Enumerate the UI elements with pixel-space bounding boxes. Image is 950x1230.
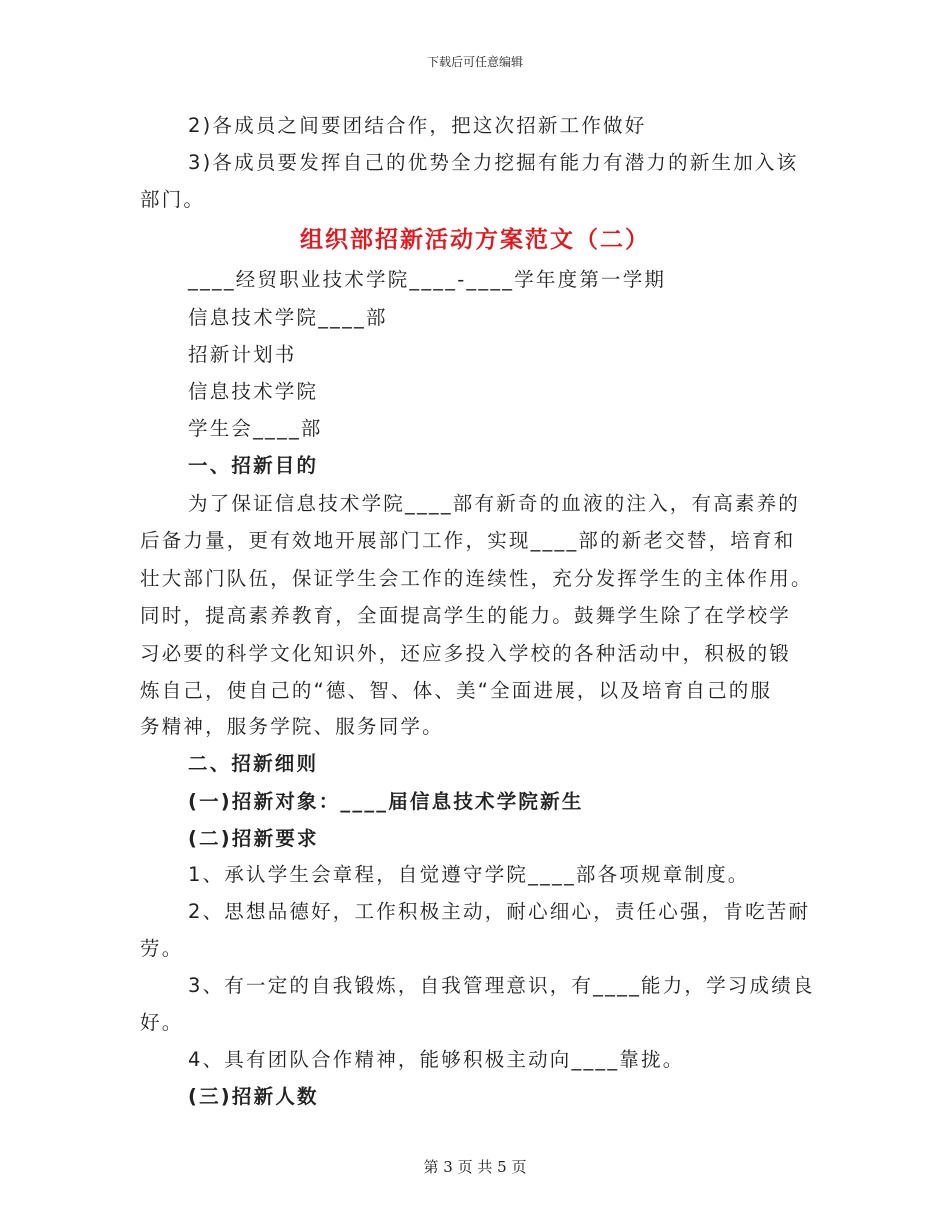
body-line: 信息技术学院____部 [188,306,388,329]
body-line: 炼自己，使自己的“德、智、体、美“全面进展，以及培育自己的服 [140,679,773,702]
page-footer-number: 第 3 页 共 5 页 [423,1158,527,1176]
body-line: 后备力量，更有效地开展部门工作，实现____部的新老交替，培育和 [140,529,796,552]
body-line: ____经贸职业技术学院____-____学年度第一学期 [188,268,667,291]
subheading-requirements: (二)招新要求 [188,827,319,850]
body-line: 2)各成员之间要团结合作，把这次招新工作做好 [188,114,647,137]
body-line: 同时，提高素养教育，全面提高学生的能力。鼓舞学生除了在学校学 [140,604,792,627]
heading-rules: 二、招新细则 [188,752,319,775]
body-line: 为了保证信息技术学院____部有新奇的血液的注入，有高素养的 [188,492,801,515]
section-title: 组织部招新活动方案范文（二） [300,227,650,253]
body-line: 部门。 [140,188,206,211]
list-item-cont: 好。 [140,1011,184,1034]
subheading-count: (三)招新人数 [188,1085,319,1108]
heading-purpose: 一、招新目的 [188,454,319,477]
body-line: 习必要的科学文化知识外，还应多投入学校的各种活动中，积极的锻 [140,642,792,665]
body-line: 招新计划书 [188,343,297,366]
list-item: 3、有一定的自我锻炼，自我管理意识，有____能力，学习成绩良 [188,974,815,997]
list-item: 2、思想品德好，工作积极主动，耐心细心，责任心强，肯吃苦耐 [188,900,811,923]
subheading-target: (一)招新对象：____届信息技术学院新生 [188,790,584,813]
list-item-cont: 劳。 [140,937,184,960]
page-header-note: 下载后可任意编辑 [426,55,523,69]
body-line: 3)各成员要发挥自己的优势全力挖掘有能力有潜力的新生加入该 [188,151,799,174]
body-line: 务精神，服务学院、服务同学。 [140,715,444,738]
body-line: 学生会____部 [188,417,323,440]
body-line: 信息技术学院 [188,380,319,403]
list-item: 1、承认学生会章程，自觉遵守学院____部各项规章制度。 [188,863,750,886]
body-line: 壮大部门队伍，保证学生会工作的连续性，充分发挥学生的主体作用。 [140,567,813,590]
list-item: 4、具有团队合作精神，能够积极主动向____靠拢。 [188,1048,685,1071]
